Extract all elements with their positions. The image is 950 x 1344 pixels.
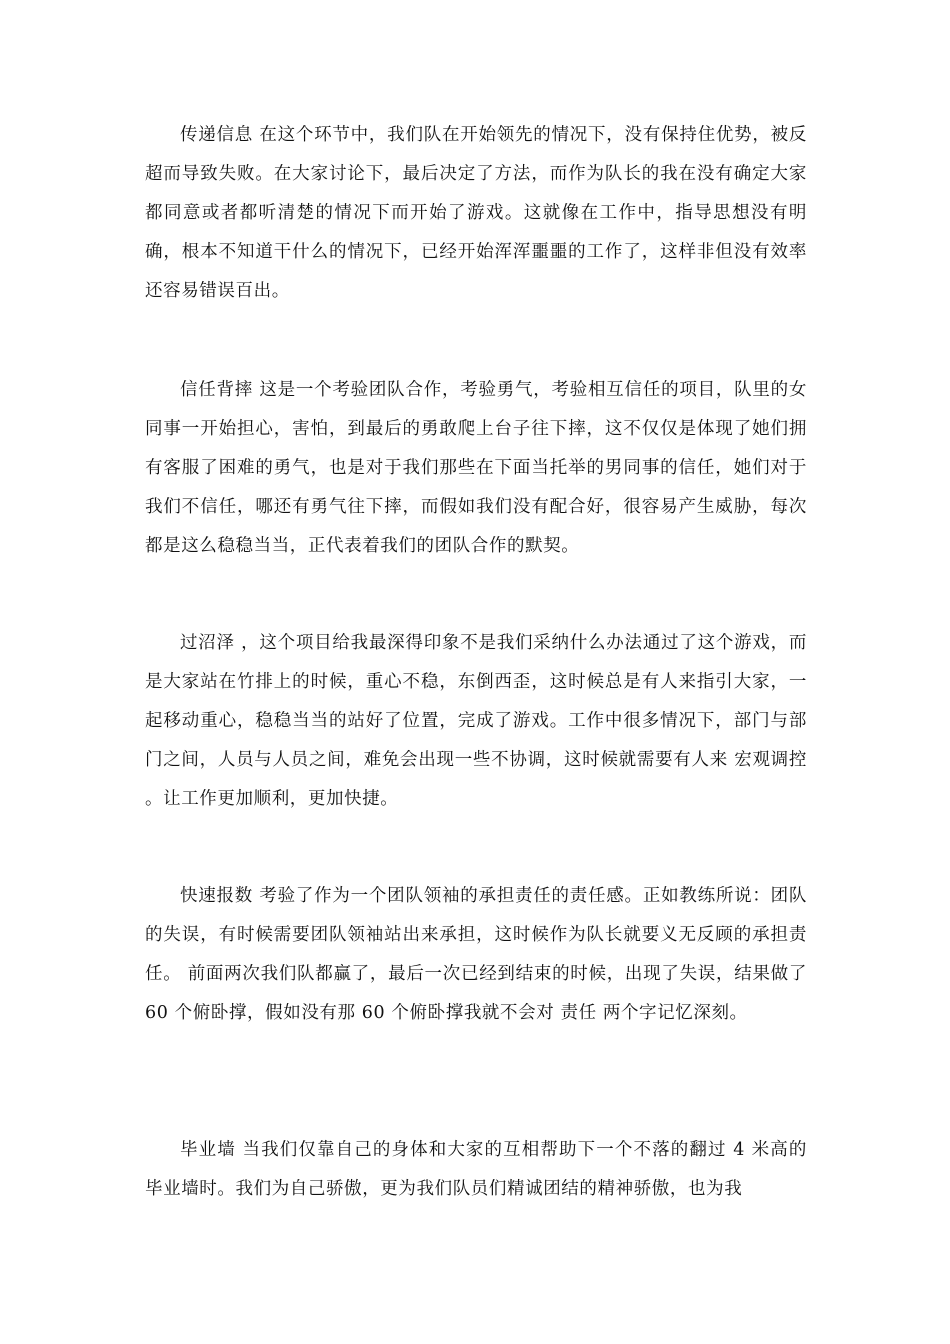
- paragraph-graduation-wall: 毕业墙 当我们仅靠自己的身体和大家的互相帮助下一个不落的翻过 4 米高的毕业墙时。我们为自己骄傲，更为我们队员们精诚团结的精神骄傲，也为我: [145, 1140, 807, 1199]
- paragraph-message-relay: 传递信息 在这个环节中，我们队在开始领先的情况下，没有保持住优势，被反超而导致失败。在大家讨论下，最后决定了方法，而作为队长的我在没有确定大家都同意或者都听清楚的情况下而开始了游戏。这就像在工作中，指导思想没有明确，根本不知道干什么的情况下，已经开始浑浑噩噩的工作了，这样非但没有效率还容易错误百出。: [145, 125, 807, 301]
- paragraph-swamp-crossing: 过沼泽 ，这个项目给我最深得印象不是我们采纳什么办法通过了这个游戏，而是大家站在竹排上的时候，重心不稳，东倒西歪，这时候总是有人来指引大家，一起移动重心，稳稳当当的站好了位置，完成了游戏。工作中很多情况下，部门与部门之间，人员与人员之间，难免会出现一些不协调，这时候就需要有人来 宏观调控 。让工作更加顺利，更加快捷。: [145, 633, 807, 809]
- paragraph-trust-fall: 信任背摔 这是一个考验团队合作，考验勇气，考验相互信任的项目，队里的女同事一开始担心，害怕，到最后的勇敢爬上台子往下摔，这不仅仅是体现了她们拥有客服了困难的勇气，也是对于我们那些在下面当托举的男同事的信任，她们对于我们不信任，哪还有勇气往下摔，而假如我们没有配合好，很容易产生威胁，每次都是这么稳稳当当，正代表着我们的团队合作的默契。: [145, 380, 807, 556]
- paragraph-quick-count: 快速报数 考验了作为一个团队领袖的承担责任的责任感。正如教练所说：团队的失误，有时候需要团队领袖站出来承担，这时候作为队长就要义无反顾的承担责任。 前面两次我们队都赢了，最后一次已经到结束的时候，出现了失误，结果做了 60 个俯卧撑，假如没有那 60 个俯卧撑我就不会对 责任 两个字记忆深刻。: [145, 886, 807, 1023]
